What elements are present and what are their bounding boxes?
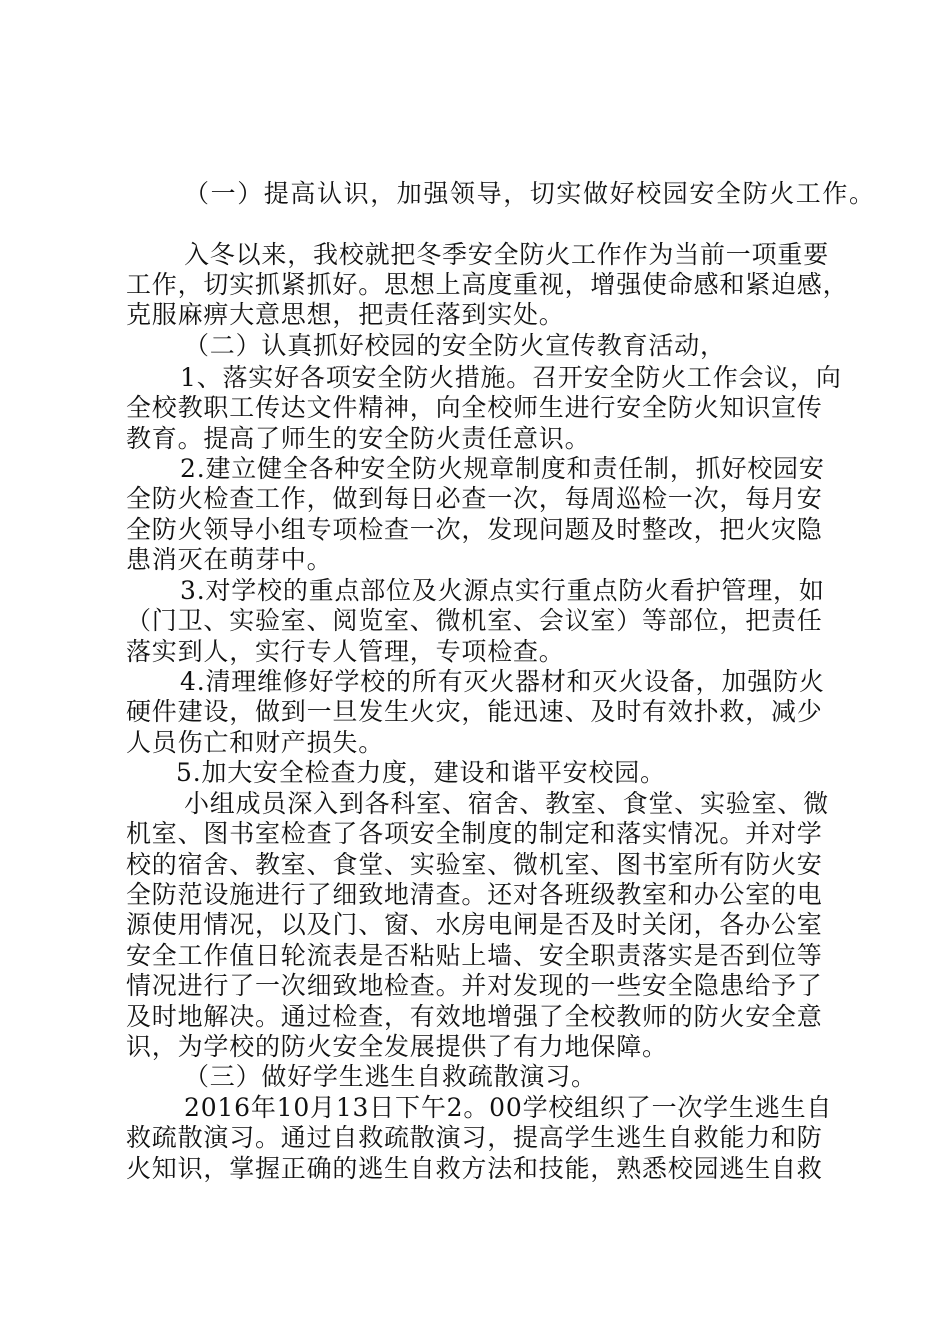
list-item-line: 硬件建设，做到一旦发生火灾，能迅速、及时有效扑救，减少 (126, 697, 823, 726)
list-item-line: 教育。提高了师生的安全防火责任意识。 (126, 424, 591, 453)
paragraph-line: 工作，切实抓紧抓好。思想上高度重视，增强使命感和紧迫感， (126, 270, 849, 299)
paragraph-line: 火知识，掌握正确的逃生自救方法和技能，熟悉校园逃生自救 (126, 1154, 823, 1183)
list-item-line: 全防火检查工作，做到每日必查一次，每周巡检一次，每月安 (126, 484, 823, 513)
paragraph-line: 识，为学校的防火安全发展提供了有力地保障。 (126, 1032, 668, 1061)
paragraph-line: 校的宿舍、教室、食堂、实验室、微机室、图书室所有防火安 (126, 850, 823, 879)
list-item-line: 全校教职工传达文件精神，向全校师生进行安全防火知识宣传 (126, 393, 823, 422)
paragraph-line: 源使用情况，以及门、窗、水房电闸是否及时关闭，各办公室 (126, 910, 823, 939)
paragraph-line: 情况进行了一次细致地检查。并对发现的一些安全隐患给予了 (126, 971, 823, 1000)
paragraph-line: 入冬以来，我校就把冬季安全防火工作作为当前一项重要 (184, 240, 830, 269)
list-item-line: 3.对学校的重点部位及火源点实行重点防火看护管理，如 (180, 576, 825, 605)
section-heading-2: （二）认真抓好校园的安全防火宣传教育活动， (184, 331, 726, 360)
list-item-line: 2.建立健全各种安全防火规章制度和责任制，抓好校园安 (180, 454, 825, 483)
section-heading-3: （三）做好学生逃生自救疏散演习。 (184, 1062, 597, 1091)
paragraph-line: 及时地解决。通过检查，有效地增强了全校教师的防火安全意 (126, 1002, 823, 1031)
list-item-line: （门卫、实验室、阅览室、微机室、会议室）等部位，把责任 (126, 606, 823, 635)
list-item-line: 人员伤亡和财产损失。 (126, 728, 385, 757)
list-item-line: 全防火领导小组专项检查一次，发现问题及时整改，把火灾隐 (126, 515, 823, 544)
list-item-line: 患消灭在萌芽中。 (126, 545, 333, 574)
paragraph-line: 小组成员深入到各科室、宿舍、教室、食堂、实验室、微 (184, 789, 830, 818)
paragraph-line: 机室、图书室检查了各项安全制度的制定和落实情况。并对学 (126, 819, 823, 848)
paragraph-line: 2016年10月13日下午2。00学校组织了一次学生逃生自 (184, 1093, 833, 1122)
list-item-line: 1、落实好各项安全防火措施。召开安全防火工作会议，向 (180, 363, 842, 392)
list-item-line: 落实到人，实行专人管理，专项检查。 (126, 637, 565, 666)
paragraph-line: 全防范设施进行了细致地清查。还对各班级教室和办公室的电 (126, 880, 823, 909)
paragraph-line: 救疏散演习。通过自救疏散演习，提高学生逃生自救能力和防 (126, 1123, 823, 1152)
section-heading-1: （一）提高认识，加强领导，切实做好校园安全防火工作。 (184, 179, 876, 208)
list-item-line: 5.加大安全检查力度，建设和谐平安校园。 (176, 758, 666, 787)
paragraph-line: 克服麻痹大意思想，把责任落到实处。 (126, 300, 565, 329)
list-item-line: 4.清理维修好学校的所有灭火器材和灭火设备，加强防火 (180, 667, 825, 696)
paragraph-line: 安全工作值日轮流表是否粘贴上墙、安全职责落实是否到位等 (126, 941, 823, 970)
